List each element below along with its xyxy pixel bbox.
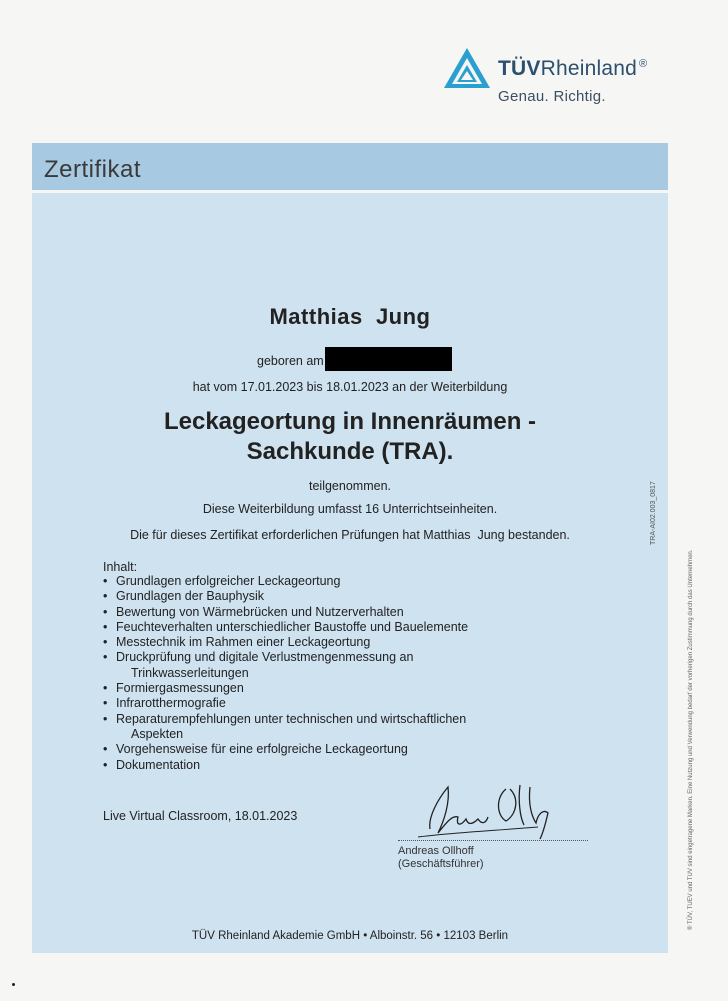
footer-address: TÜV Rheinland Akademie GmbH • Alboinstr. 56 • 12103 Berlin xyxy=(191,930,509,942)
handwritten-signature xyxy=(398,777,568,847)
contents-item-text: • Druckprüfung und digitale Verlustmengenmessung an xyxy=(116,650,414,665)
contents-item xyxy=(103,712,468,743)
contents-item-text: • Grundlagen der Bauphysik xyxy=(116,589,265,604)
contents-item-text: • Formiergasmessungen xyxy=(116,681,244,696)
contents-item xyxy=(103,758,468,773)
signer-name: Andreas Ollhoff xyxy=(398,845,474,857)
contents-item-text: • Dokumentation xyxy=(116,757,201,772)
contents-item-continuation: Trinkwasserleitungen xyxy=(131,665,249,680)
brand-slogan: Genau. Richtig. xyxy=(498,88,606,105)
certificate-title: Zertifikat xyxy=(44,156,142,183)
legal-notice: ® TÜV, TUEV und TUV sind eingetragene Marken. Eine Nutzung und Verwendung bedarf der vorherigen Zustimmung durch das Unternehmen. xyxy=(688,549,694,930)
redacted-birthdate xyxy=(325,347,452,371)
course-title-line-1: Leckageortung in Innenräumen - xyxy=(163,408,537,435)
document-code: TRA-AI02.003_0817 xyxy=(650,481,657,545)
recipient-name: Matthias Jung xyxy=(269,304,431,329)
contents-item xyxy=(103,605,468,620)
contents-item-text: • Reparaturempfehlungen unter technischen und wirtschaftlichen xyxy=(116,711,467,726)
contents-item xyxy=(103,620,468,635)
contents-item xyxy=(103,742,468,757)
scan-dot xyxy=(12,983,15,986)
contents-item xyxy=(103,696,468,711)
contents-item xyxy=(103,574,468,589)
contents-item-text: • Grundlagen erfolgreicher Leckageortung xyxy=(116,574,341,588)
contents-item-text: • Messtechnik im Rahmen einer Leckageortung xyxy=(116,635,371,650)
exam-text: Die für dieses Zertifikat erforderlichen Prüfungen hat Matthias Jung bestanden. xyxy=(130,528,570,542)
contents-item-text: • Feuchteverhalten unterschiedlicher Baustoffe und Bauelemente xyxy=(116,619,469,634)
tuv-triangle-logo-icon xyxy=(443,47,491,89)
contents-item-continuation: Aspekten xyxy=(131,726,184,741)
signer-role: (Geschäftsführer) xyxy=(398,858,484,870)
place-date: Live Virtual Classroom, 18.01.2023 xyxy=(103,809,298,823)
contents-item-text: • Infrarotthermografie xyxy=(116,696,226,711)
contents-item xyxy=(103,650,468,681)
contents-item-text: • Bewertung von Wärmebrücken und Nutzerverhalten xyxy=(116,604,404,619)
contents-item xyxy=(103,681,468,696)
course-period: hat vom 17.01.2023 bis 18.01.2023 an der Weiterbildung xyxy=(192,380,508,394)
course-title xyxy=(32,407,668,467)
contents-item xyxy=(103,635,468,650)
contents-list xyxy=(103,574,468,773)
signature-line xyxy=(398,840,588,841)
contents-item xyxy=(103,589,468,604)
course-title-line-2: Sachkunde (TRA). xyxy=(246,438,454,465)
contents-item-text: • Vorgehensweise für eine erfolgreiche Leckageortung xyxy=(116,742,408,757)
brand-name: TÜVRheinland ® xyxy=(498,57,648,80)
units-text: Diese Weiterbildung umfasst 16 Unterrichtseinheiten. xyxy=(202,502,498,516)
contents-label: Inhalt: xyxy=(103,560,138,574)
participated-text: teilgenommen. xyxy=(309,479,391,493)
born-label: geboren am xyxy=(257,354,324,368)
